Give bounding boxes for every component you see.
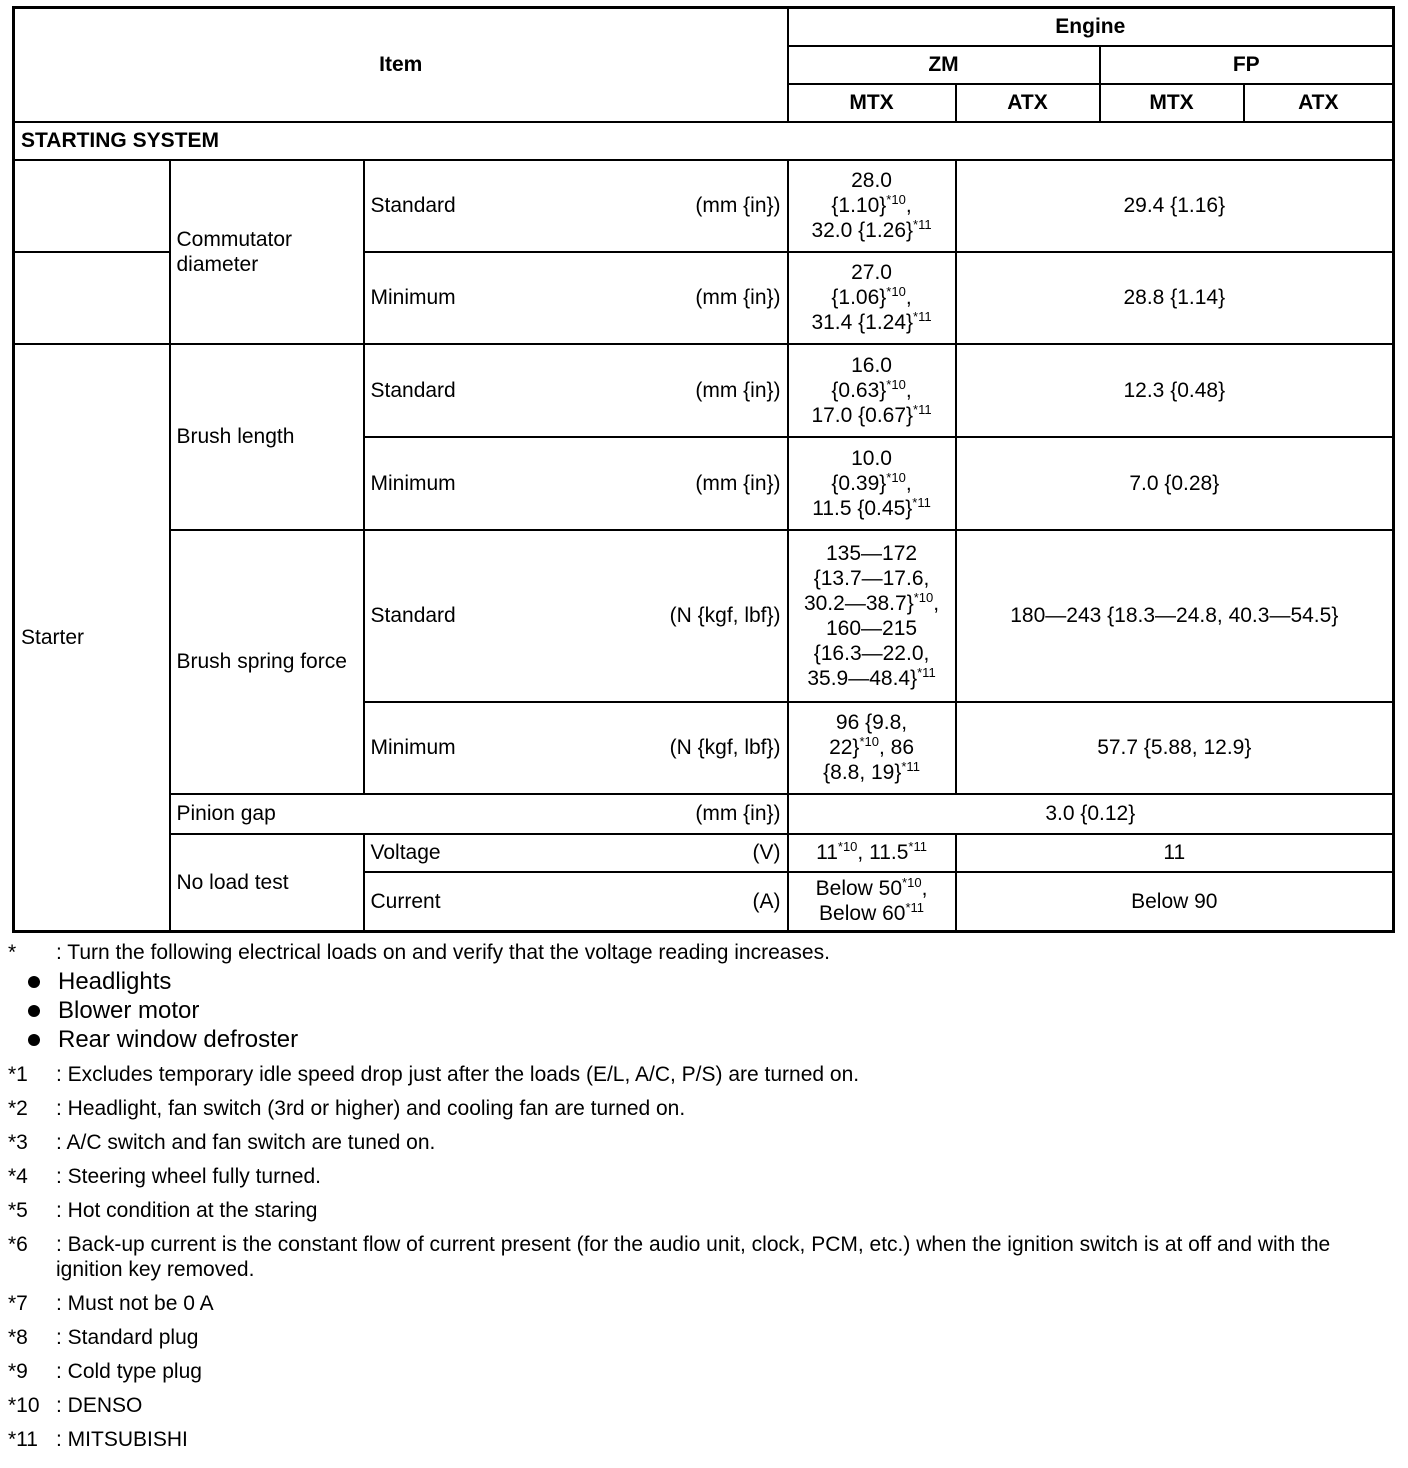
bullet-dot-icon — [28, 1034, 40, 1046]
no-load-test-label: No load test — [170, 834, 364, 932]
pinion-gap-value: 3.0 {0.12} — [788, 794, 1394, 834]
footnote-8: *8 : Standard plug — [8, 1326, 199, 1349]
no-load-voltage-label: Voltage (V) — [364, 834, 788, 872]
no-load-current-fp: Below 90 — [956, 872, 1394, 932]
starter-label: Starter — [14, 344, 170, 932]
bullet-item: Rear window defroster — [8, 1025, 1398, 1054]
bullet-item: Headlights — [8, 967, 1398, 996]
header-fp-atx: ATX — [1244, 84, 1394, 122]
brush-length-label: Brush length — [170, 344, 364, 530]
brush-length-minimum-label: Minimum (mm {in}) — [364, 437, 788, 530]
commutator-standard-fp: 29.4 {1.16} — [956, 160, 1394, 252]
no-load-voltage-zm-mtx: 11$^{*10}$, 11.5$^{*11}$ — [788, 834, 956, 872]
footnote-6: *6 : Back-up current is the constant flow of current present (for the audio unit, clock, PCM, etc.) when the ignition switch is at off and with the ignition key removed. — [8, 1233, 1331, 1281]
blank-cell — [14, 252, 170, 344]
footnote-text: : Turn the following electrical loads on and verify that the voltage reading increases. — [56, 941, 830, 964]
commutator-label: Commutator diameter — [170, 160, 364, 344]
brush-spring-standard-fp: 180—243 {18.3—24.8, 40.3—54.5} — [956, 530, 1394, 702]
section-title: STARTING SYSTEM — [14, 122, 1394, 160]
commutator-minimum-zm-mtx: 27.0 $\{1.06\}^{*10}$, 31.4 $\{1.24\}^{*11}$ — [788, 252, 956, 344]
header-zm: ZM — [788, 46, 1100, 84]
header-fp: FP — [1100, 46, 1394, 84]
footnote-3: *3 : A/C switch and fan switch are tuned on. — [8, 1131, 436, 1154]
brush-length-minimum-fp: 7.0 {0.28} — [956, 437, 1394, 530]
footnote-11: *11 : MITSUBISHI — [8, 1428, 188, 1451]
header-engine: Engine — [788, 8, 1394, 46]
brush-spring-minimum-zm-mtx: 96 {9.8, 22}$^{*10}$, 86 {8.8, 19}$^{*11}$ — [788, 702, 956, 794]
header-fp-mtx: MTX — [1100, 84, 1244, 122]
commutator-minimum-label: Minimum (mm {in}) — [364, 252, 788, 344]
brush-length-standard-zm-mtx: 16.0 $\{0.63\}^{*10}$, 17.0 $\{0.67\}^{*11}$ — [788, 344, 956, 437]
bullet-item: Blower motor — [8, 996, 1398, 1025]
brush-spring-minimum-label: Minimum (N {kgf, lbf}) — [364, 702, 788, 794]
header-item: Item — [14, 8, 788, 122]
starting-system-spec-table — [12, 6, 1395, 933]
footnote-1: *1 : Excludes temporary idle speed drop just after the loads (E/L, A/C, P/S) are turned on. — [8, 1063, 860, 1086]
no-load-voltage-fp: 11 — [956, 834, 1394, 872]
header-zm-mtx: MTX — [788, 84, 956, 122]
commutator-standard-zm-mtx: 28.0 $\{1.10\}^{*10}$, 32.0 $\{1.26\}^{*11}$ — [788, 160, 956, 252]
brush-spring-label: Brush spring force — [170, 530, 364, 794]
commutator-standard-label: Standard (mm {in}) — [364, 160, 788, 252]
brush-length-standard-label: Standard (mm {in}) — [364, 344, 788, 437]
commutator-minimum-fp: 28.8 {1.14} — [956, 252, 1394, 344]
footnote-10: *10 : DENSO — [8, 1394, 143, 1417]
brush-spring-minimum-fp: 57.7 {5.88, 12.9} — [956, 702, 1394, 794]
blank-cell — [14, 160, 170, 252]
pinion-gap-label: Pinion gap (mm {in}) — [170, 794, 788, 834]
footnote-2: *2 : Headlight, fan switch (3rd or higher) and cooling fan are turned on. — [8, 1097, 686, 1120]
footnote-9: *9 : Cold type plug — [8, 1360, 202, 1383]
no-load-current-zm-mtx: Below 50$^{*10}$, Below 60$^{*11}$ — [788, 872, 956, 932]
footnote-5: *5 : Hot condition at the staring — [8, 1199, 318, 1222]
brush-length-standard-fp: 12.3 {0.48} — [956, 344, 1394, 437]
brush-length-minimum-zm-mtx: 10.0 $\{0.39\}^{*10}$, 11.5 $\{0.45\}^{*11}$ — [788, 437, 956, 530]
bullet-dot-icon — [28, 1005, 40, 1017]
footnote-4: *4 : Steering wheel fully turned. — [8, 1165, 321, 1188]
footnote-mark: * — [8, 941, 17, 964]
header-zm-atx: ATX — [956, 84, 1100, 122]
footnote-star — [8, 940, 1398, 965]
brush-spring-standard-zm-mtx: 135—172 {13.7—17.6, 30.2—38.7}$^{*10}$, 160—215 {16.3—22.0, 35.9—48.4}$^{*11}$ — [788, 530, 956, 702]
no-load-current-label: Current (A) — [364, 872, 788, 932]
bullet-dot-icon — [28, 976, 40, 988]
footnotes — [8, 940, 1398, 1461]
footnote-7: *7 : Must not be 0 A — [8, 1292, 214, 1315]
brush-spring-standard-label: Standard (N {kgf, lbf}) — [364, 530, 788, 702]
